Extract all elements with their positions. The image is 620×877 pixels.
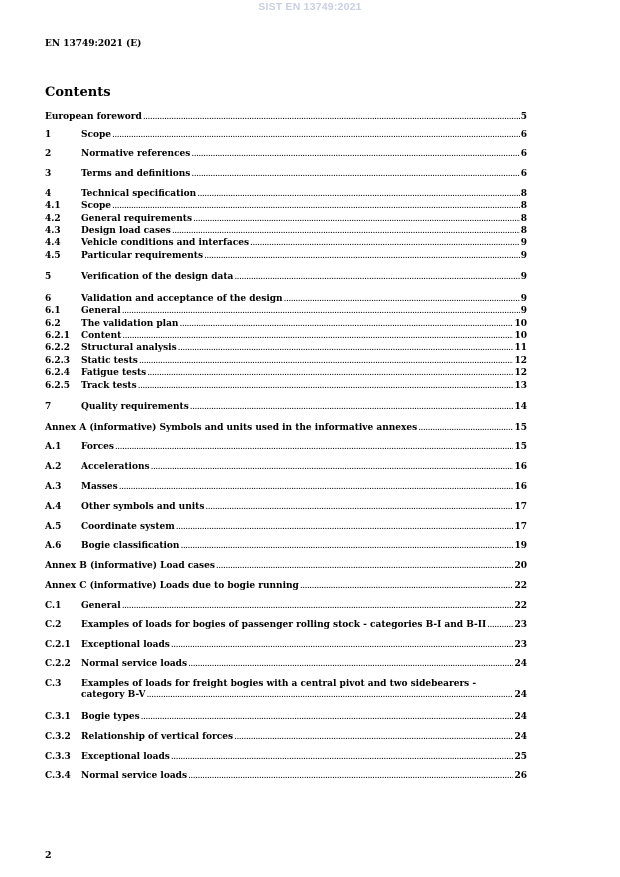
toc-dot-leader: [197, 189, 520, 200]
toc-entry[interactable]: [45, 331, 527, 342]
toc-entry-title: Annex A (informative) Symbols and units used in the informative annexes: [45, 423, 418, 433]
toc-dot-leader: [193, 214, 520, 225]
toc-entry-title: General requirements: [81, 214, 193, 224]
toc-entry-title: Examples of loads for bogies of passenger rolling stock - categories B-I and B-II: [81, 620, 487, 630]
toc-entry-title: Fatigue tests: [81, 368, 147, 378]
toc-entry-page: 9: [520, 251, 527, 261]
toc-entry-page: 10: [514, 331, 527, 341]
toc-entry-title: European foreword: [45, 112, 142, 122]
toc-entry[interactable]: [45, 272, 527, 283]
toc-dot-leader: [171, 640, 514, 651]
toc-entry-page: 22: [514, 581, 527, 591]
toc-entry[interactable]: [45, 201, 527, 212]
toc-entry-continuation: [81, 690, 527, 701]
toc-dot-leader: [487, 620, 513, 631]
toc-dot-leader: [191, 149, 519, 160]
toc-entry[interactable]: [45, 381, 527, 392]
toc-entry-page: 24: [514, 732, 527, 742]
toc-entry-title: Track tests: [81, 381, 137, 391]
toc-entry-number: C.2.2: [45, 659, 71, 669]
toc-dot-leader: [139, 356, 514, 367]
toc-entry-title: Verification of the design data: [81, 272, 234, 282]
toc-entry-number: C.3: [45, 679, 62, 689]
toc-entry[interactable]: [45, 251, 527, 262]
toc-entry-title: Normal service loads: [81, 771, 188, 781]
toc-entry-title: Terms and definitions: [81, 169, 191, 179]
toc-entry-title: Exceptional loads: [81, 640, 170, 650]
toc-entry-number: 6.2.1: [45, 331, 71, 341]
toc-entry-page: 20: [514, 561, 527, 571]
toc-entry-number: A.1: [45, 442, 62, 452]
toc-entry-title: Coordinate system: [81, 522, 175, 532]
toc-entry-page: 6: [520, 149, 527, 159]
toc-entry-title: Vehicle conditions and interfaces: [81, 238, 250, 248]
toc-entry[interactable]: [45, 502, 527, 513]
toc-dot-leader: [146, 690, 513, 701]
toc-entry[interactable]: [45, 189, 527, 200]
toc-dot-leader: [112, 130, 520, 141]
toc-entry-title: Bogie types: [81, 712, 140, 722]
toc-entry-title: Relationship of vertical forces: [81, 732, 234, 742]
toc-entry-page: 9: [520, 238, 527, 248]
toc-entry-number: C.3.2: [45, 732, 71, 742]
toc-entry-number: 3: [45, 169, 52, 179]
toc-entry-number: 6.2.4: [45, 368, 71, 378]
toc-entry-page: 9: [520, 272, 527, 282]
toc-entry-number: C.3.3: [45, 752, 71, 762]
toc-entry-page: 12: [514, 368, 527, 378]
toc-entry-number: A.5: [45, 522, 62, 532]
toc-dot-leader: [191, 169, 519, 180]
toc-dot-leader: [172, 226, 520, 237]
toc-entry-page: 14: [514, 402, 527, 412]
page-number: 2: [45, 850, 52, 861]
toc-entry[interactable]: [45, 522, 527, 533]
toc-entry[interactable]: [45, 149, 527, 160]
toc-dot-leader: [284, 294, 520, 305]
toc-entry-page: 13: [514, 381, 527, 391]
toc-entry-number: A.4: [45, 502, 62, 512]
toc-entry-page: 11: [514, 343, 527, 353]
toc-entry-page: 12: [514, 356, 527, 366]
toc-entry-number: 6.2.5: [45, 381, 71, 391]
toc-entry-page: 23: [514, 620, 527, 630]
toc-entry-page: 23: [514, 640, 527, 650]
toc-entry-page: 6: [520, 169, 527, 179]
toc-dot-leader: [151, 462, 514, 473]
toc-entry[interactable]: [45, 752, 527, 763]
toc-entry-title: Particular requirements: [81, 251, 204, 261]
toc-entry[interactable]: [45, 319, 527, 330]
toc-entry-title: Masses: [81, 482, 118, 492]
toc-entry[interactable]: [45, 442, 527, 453]
toc-entry-title: The validation plan: [81, 319, 179, 329]
toc-entry-number: 7: [45, 402, 52, 412]
toc-dot-leader: [188, 771, 513, 782]
toc-entry[interactable]: [45, 402, 527, 413]
toc-entry[interactable]: [45, 462, 527, 473]
toc-entry[interactable]: [45, 294, 527, 305]
toc-entry[interactable]: [45, 368, 527, 379]
toc-dot-leader: [138, 381, 514, 392]
toc-dot-leader: [205, 502, 513, 513]
toc-entry-page: 8: [520, 214, 527, 224]
toc-entry-page: 6: [520, 130, 527, 140]
toc-entry-number: C.2: [45, 620, 62, 630]
toc-entry-page: 17: [514, 502, 527, 512]
toc-entry-number: 6: [45, 294, 52, 304]
toc-entry-page: 15: [514, 423, 527, 433]
toc-entry[interactable]: [45, 482, 527, 493]
toc-dot-leader: [119, 482, 514, 493]
toc-dot-leader: [122, 331, 513, 342]
toc-entry[interactable]: [45, 732, 527, 743]
toc-entry-title: Content: [81, 331, 122, 341]
toc-entry-number: C.3.1: [45, 712, 71, 722]
toc-entry[interactable]: [45, 541, 527, 552]
toc-entry[interactable]: [45, 601, 527, 612]
toc-dot-leader: [179, 319, 513, 330]
toc-entry-title: Structural analysis: [81, 343, 177, 353]
toc-entry-page: 15: [514, 442, 527, 452]
toc-entry[interactable]: [45, 356, 527, 367]
toc-entry[interactable]: [45, 226, 527, 237]
toc-entry-title: Accelerations: [81, 462, 150, 472]
toc-dot-leader: [176, 522, 514, 533]
toc-entry-number: 4.2: [45, 214, 61, 224]
toc-entry[interactable]: [45, 112, 527, 123]
toc-dot-leader: [143, 112, 520, 123]
toc-entry[interactable]: [45, 306, 527, 317]
toc-entry-page: 16: [514, 462, 527, 472]
toc-dot-leader: [216, 561, 514, 572]
toc-entry-page: 16: [514, 482, 527, 492]
toc-entry[interactable]: [45, 712, 527, 723]
toc-entry-title: Annex C (informative) Loads due to bogie running: [45, 581, 299, 591]
toc-entry-number: 4.1: [45, 201, 61, 211]
toc-entry-page: 26: [514, 771, 527, 781]
toc-entry-number: C.1: [45, 601, 62, 611]
toc-entry-title: Validation and acceptance of the design: [81, 294, 283, 304]
toc-entry-title: General: [81, 306, 121, 316]
toc-entry-page: 25: [514, 752, 527, 762]
toc-entry-title: Other symbols and units: [81, 502, 205, 512]
toc-entry-title: Static tests: [81, 356, 138, 366]
toc-entry-number: C.2.1: [45, 640, 71, 650]
toc-entry[interactable]: [45, 169, 527, 180]
toc-dot-leader: [122, 601, 514, 612]
toc-entry-title: Scope: [81, 201, 112, 211]
toc-dot-leader: [190, 402, 514, 413]
toc-entry[interactable]: [45, 771, 527, 782]
toc-entry-page: 17: [514, 522, 527, 532]
toc-dot-leader: [112, 201, 520, 212]
toc-entry[interactable]: [45, 343, 527, 354]
toc-entry-page: 8: [520, 189, 527, 199]
watermark: SIST EN 13749:2021: [258, 1, 362, 13]
toc-entry[interactable]: [45, 640, 527, 651]
toc-entry-title: Scope: [81, 130, 112, 140]
toc-dot-leader: [234, 732, 513, 743]
toc-dot-leader: [234, 272, 519, 283]
toc-entry-page: 24: [514, 659, 527, 669]
toc-entry-page: 9: [520, 306, 527, 316]
toc-entry-page: 24: [514, 712, 527, 722]
toc-entry-title: General: [81, 601, 121, 611]
toc-entry-number: A.3: [45, 482, 62, 492]
toc-entry[interactable]: [45, 214, 527, 225]
toc-entry-title: Examples of loads for freight bogies with a central pivot and two sidebearers -: [81, 679, 477, 689]
toc-entry-page: 22: [514, 601, 527, 611]
toc-entry-page: 24: [514, 690, 527, 700]
toc-entry-number: C.3.4: [45, 771, 71, 781]
toc-entry-number: 4.3: [45, 226, 61, 236]
toc-entry-title: Technical specification: [81, 189, 197, 199]
toc-entry-number: 2: [45, 149, 52, 159]
toc-entry-page: 8: [520, 201, 527, 211]
toc-entry-title: Quality requirements: [81, 402, 189, 412]
contents-heading: Contents: [45, 85, 111, 100]
toc-dot-leader: [141, 712, 514, 723]
toc-dot-leader: [115, 442, 514, 453]
toc-entry-number: 1: [45, 130, 52, 140]
toc-entry[interactable]: [45, 679, 527, 703]
toc-dot-leader: [178, 343, 514, 354]
toc-entry-title: Design load cases: [81, 226, 171, 236]
toc-dot-leader: [180, 541, 513, 552]
toc-dot-leader: [250, 238, 520, 249]
toc-entry-title: Annex B (informative) Load cases: [45, 561, 215, 571]
toc-entry-page: 19: [514, 541, 527, 551]
toc-dot-leader: [204, 251, 520, 262]
toc-dot-leader: [171, 752, 514, 763]
toc-entry[interactable]: [45, 130, 527, 141]
toc-entry-page: 5: [520, 112, 527, 122]
toc-dot-leader: [122, 306, 520, 317]
toc-dot-leader: [300, 581, 514, 592]
toc-entry[interactable]: [45, 423, 527, 434]
toc-entry-number: 4.4: [45, 238, 61, 248]
toc-entry-title: Bogie classification: [81, 541, 180, 551]
toc-entry-page: 9: [520, 294, 527, 304]
toc-entry-number: A.6: [45, 541, 62, 551]
toc-entry[interactable]: [45, 620, 527, 631]
toc-entry-number: A.2: [45, 462, 62, 472]
toc-entry-title: Forces: [81, 442, 114, 452]
toc-entry[interactable]: [45, 561, 527, 572]
document-id: EN 13749:2021 (E): [45, 39, 142, 49]
toc-entry-number: 5: [45, 272, 52, 282]
toc-entry-number: 4: [45, 189, 52, 199]
toc-entry-title: Normal service loads: [81, 659, 188, 669]
toc-entry[interactable]: [45, 238, 527, 249]
toc-entry-page: 10: [514, 319, 527, 329]
toc-entry[interactable]: [45, 659, 527, 670]
toc-dot-leader: [147, 368, 513, 379]
toc-entry[interactable]: [45, 581, 527, 592]
toc-entry-number: 6.1: [45, 306, 61, 316]
toc-dot-leader: [418, 423, 513, 434]
toc-entry-page: 8: [520, 226, 527, 236]
toc-dot-leader: [188, 659, 513, 670]
toc-entry-number: 6.2.2: [45, 343, 71, 353]
toc-entry-title: Exceptional loads: [81, 752, 170, 762]
toc-entry-number: 6.2: [45, 319, 61, 329]
toc-entry-title: Normative references: [81, 149, 191, 159]
toc-entry-number: 6.2.3: [45, 356, 71, 366]
toc-entry-title-continued: category B-V: [81, 690, 146, 700]
toc-entry-number: 4.5: [45, 251, 61, 261]
